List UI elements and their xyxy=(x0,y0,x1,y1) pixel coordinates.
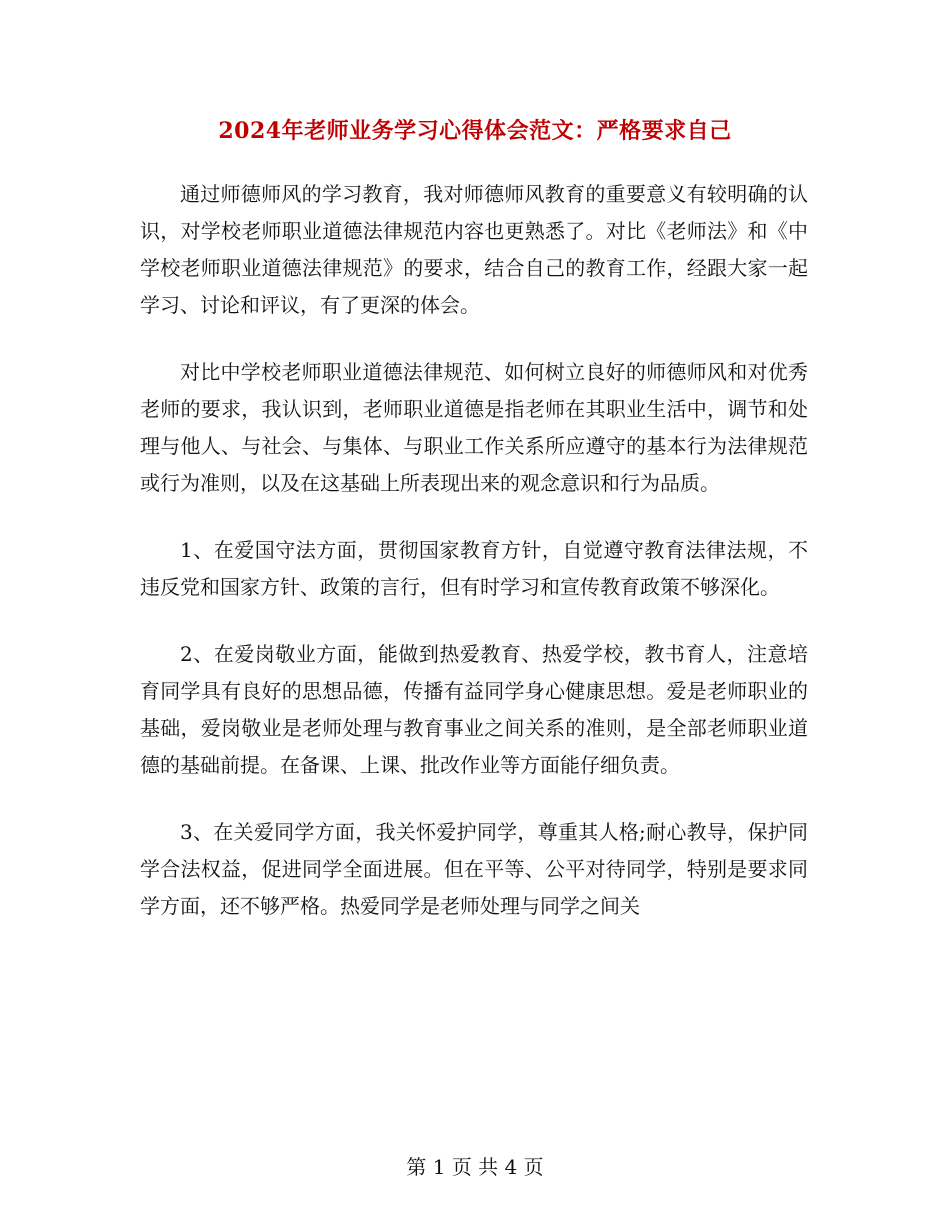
page-number-footer: 第 1 页 共 4 页 xyxy=(406,1155,544,1179)
document-title: 2024年老师业务学习心得体会范文：严格要求自己 xyxy=(218,118,732,144)
paragraph-1: 通过师德师风的学习教育，我对师德师风教育的重要意义有较明确的认识，对学校老师职业道德法律规范内容也更熟悉了。对比《老师法》和《中学校老师职业道德法律规范》的要求，结合自己的教育工作，经跟大家一起学习、讨论和评议，有了更深的体会。 xyxy=(140,182,808,317)
paragraph-2: 对比中学校老师职业道德法律规范、如何树立良好的师德师风和对优秀老师的要求，我认识到，老师职业道德是指老师在其职业生活中，调节和处理与他人、与社会、与集体、与职业工作关系所应遵守的基本行为法律规范或行为准则，以及在这基础上所表现出来的观念意识和行为品质。 xyxy=(140,360,808,495)
paragraph-5: 3、在关爱同学方面，我关怀爱护同学，尊重其人格;耐心教导，保护同学合法权益，促进同学全面进展。但在平等、公平对待同学，特别是要求同学方面，还不够严格。热爱同学是老师处理与同学之间关 xyxy=(140,820,808,918)
document-body xyxy=(140,176,808,955)
paragraph-4: 2、在爱岗敬业方面，能做到热爱教育、热爱学校，教书育人，注意培育同学具有良好的思想品德，传播有益同学身心健康思想。爱是老师职业的基础，爱岗敬业是老师处理与教育事业之间关系的准则，是全部老师职业道德的基础前提。在备课、上课、批改作业等方面能仔细负责。 xyxy=(140,642,808,777)
paragraph-3: 1、在爱国守法方面，贯彻国家教育方针，自觉遵守教育法律法规，不违反党和国家方针、政策的言行，但有时学习和宣传教育政策不够深化。 xyxy=(140,538,808,599)
